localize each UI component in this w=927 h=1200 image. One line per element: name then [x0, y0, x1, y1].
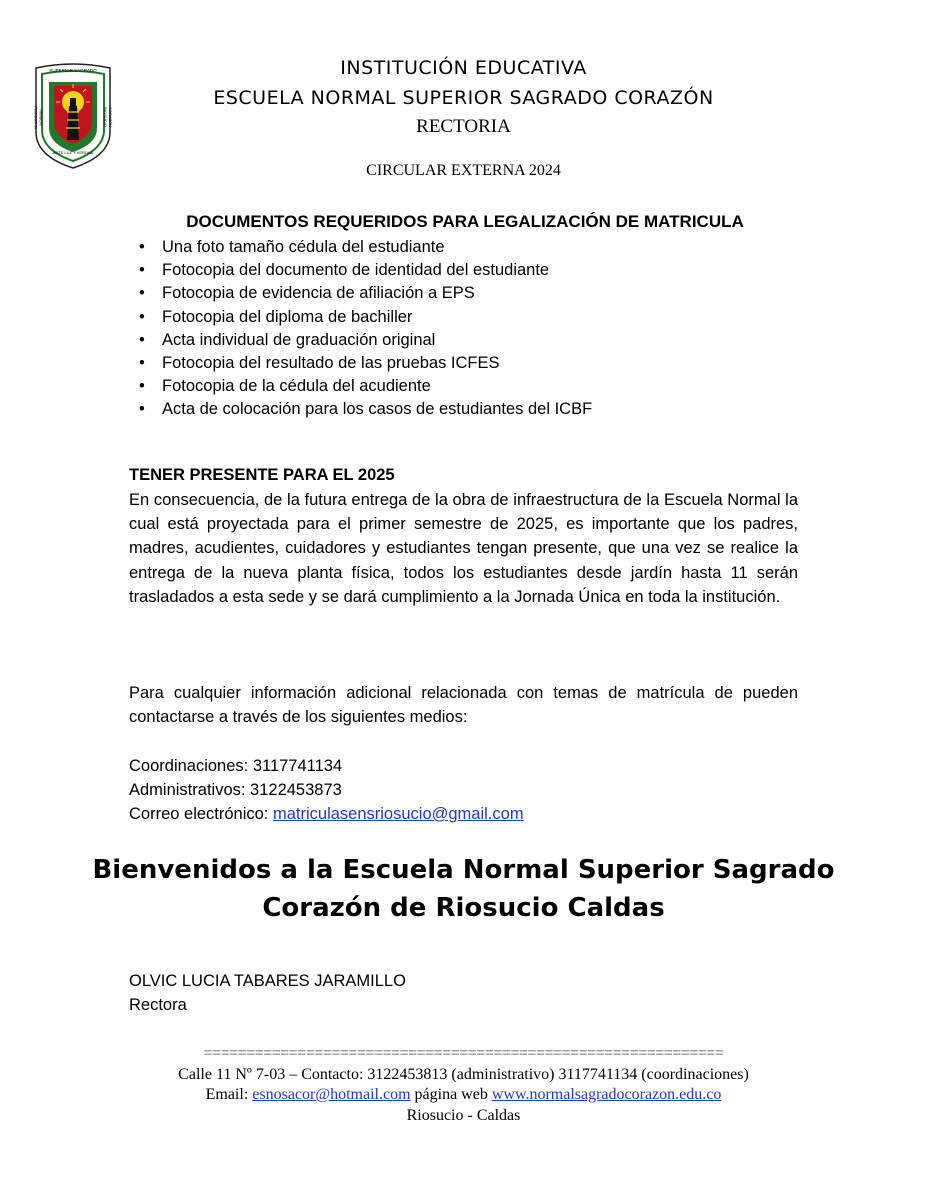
footer-email-link[interactable]: esnosacor@hotmail.com	[252, 1086, 411, 1103]
footer-divider: =============================================================	[203, 1045, 724, 1062]
welcome-message: Bienvenidos a la Escuela Normal Superior Sagrado Corazón de Riosucio Caldas	[92, 855, 835, 923]
logo-right-text: CORAZÓN RIOSUCIO	[103, 107, 113, 127]
list-item: • Una foto tamaño cédula del estudiante	[130, 236, 592, 259]
list-item: • Fotocopia del documento de identidad del estudiante	[130, 259, 592, 282]
list-item: • Fotocopia de la cédula del acudiente	[130, 375, 592, 398]
footer-city: Riosucio - Caldas	[406, 1106, 521, 1124]
bullet-icon: •	[139, 377, 145, 396]
bullet-icon: •	[139, 400, 145, 419]
footer-web-label: página web	[410, 1086, 492, 1103]
requirements-list	[130, 236, 592, 422]
contact-email-link[interactable]: matriculasensriosucio@gmail.com	[272, 805, 524, 823]
contact-email-line	[129, 802, 524, 826]
list-item: • Acta de colocación para los casos de estudiantes del ICBF	[130, 398, 592, 421]
logo-bottom-text: ARTE LUZ Y VERDAD	[52, 150, 94, 155]
bullet-icon: •	[139, 238, 145, 256]
bullet-icon: •	[139, 330, 145, 349]
circular-title: CIRCULAR EXTERNA 2024	[366, 162, 561, 179]
footer-address: Calle 11 Nº 7-03 – Contacto: 3122453813 (administrativo) 3117741134 (coordinaciones)	[178, 1065, 749, 1083]
signer-name: OLVIC LUCIA TABARES JARAMILLO	[129, 972, 406, 990]
footer-contact-line	[0, 1085, 927, 1106]
requirements-title: DOCUMENTOS REQUERIDOS PARA LEGALIZACIÓN DE MATRICULA	[186, 212, 744, 231]
logo-left-text: IE ESCUELA NORMAL	[33, 105, 43, 129]
footer-email-label: Email:	[205, 1086, 253, 1103]
list-item: • Fotocopia del diploma de bachiller	[130, 306, 592, 329]
email-label: Correo electrónico:	[129, 805, 273, 823]
bullet-icon: •	[139, 307, 145, 326]
list-item: • Fotocopia del resultado de las pruebas ICFES	[130, 352, 592, 375]
list-item: • Fotocopia de evidencia de afiliación a EPS	[130, 282, 592, 305]
bullet-icon: •	[139, 354, 145, 373]
logo-top-text: SUPERIOR SAGRADO	[49, 68, 97, 73]
page-footer	[0, 1044, 927, 1126]
bullet-icon: •	[139, 284, 145, 303]
institution-heading: INSTITUCIÓN EDUCATIVA	[340, 57, 587, 79]
coordinaciones-phone: Coordinaciones: 3117741134	[129, 757, 343, 775]
signature-block	[129, 969, 406, 1017]
rectoria-heading: RECTORIA	[416, 116, 511, 137]
school-name-heading: ESCUELA NORMAL SUPERIOR SAGRADO CORAZÓN	[213, 87, 714, 109]
notice-paragraph: En consecuencia, de la futura entrega de la obra de infraestructura de la Escuela Normal la cual está proyectada para el primer semestre de 2025, es importante que los padres, madres, acudientes, cuidadores y estudiantes tengan presente, que una vez se realice la entrega de la nueva planta física, todos los estudiantes desde jardín hasta 11 serán trasladados a esta sede y se dará cumplimiento a la Jornada Única en toda la institución.	[129, 491, 798, 606]
bullet-icon: •	[139, 261, 145, 280]
contact-intro: Para cualquier información adicional relacionada con temas de matrícula de pueden contactarse a través de los siguientes medios:	[129, 684, 798, 727]
administrativos-phone: Administrativos: 3122453873	[129, 781, 342, 799]
notice-title: TENER PRESENTE PARA EL 2025	[129, 466, 395, 484]
signer-role: Rectora	[129, 996, 187, 1014]
list-item: • Acta individual de graduación original	[130, 329, 592, 352]
footer-website-link[interactable]: www.normalsagradocorazon.edu.co	[491, 1086, 722, 1103]
